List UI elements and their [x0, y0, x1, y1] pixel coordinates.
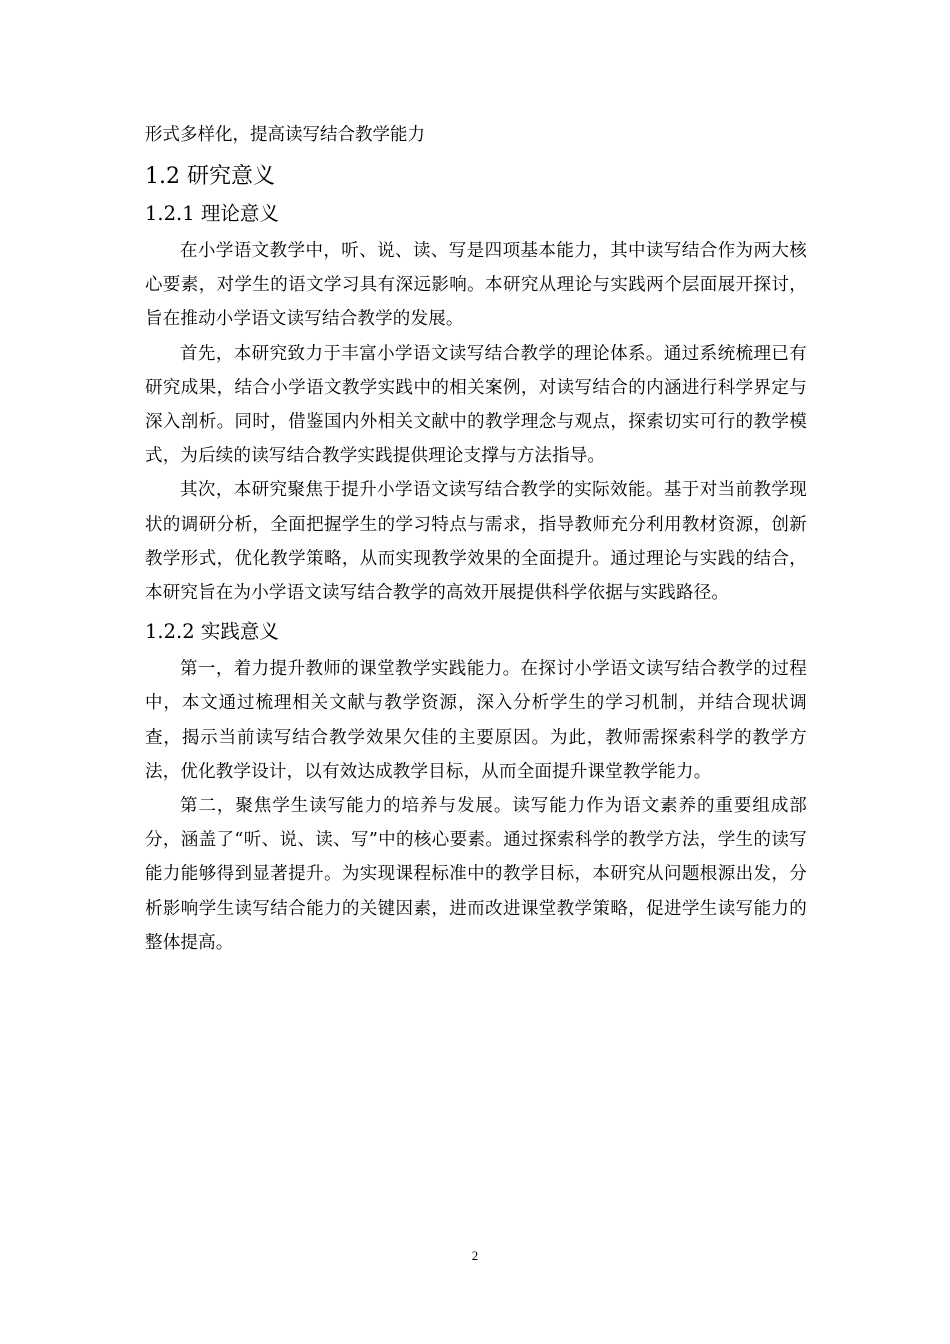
paragraph: 其次，本研究聚焦于提升小学语文读写结合教学的实际效能。基于对当前教学现状的调研分析，全面把握学生的学习特点与需求，指导教师充分利用教材资源，创新教学形式，优化教学策略，从而实现教学效果的全面提升。通过理论与实践的结合，本研究旨在为小学语文读写结合教学的高效开展提供科学依据与实践路径。 — [145, 480, 807, 604]
page-number: 2 — [471, 1248, 479, 1263]
section-heading-1-2: 1.2 研究意义 — [145, 164, 275, 189]
paragraph: 首先，本研究致力于丰富小学语文读写结合教学的理论体系。通过系统梳理已有研究成果，结合小学语文教学实践中的相关案例，对读写结合的内涵进行科学界定与深入剖析。同时，借鉴国内外相关文献中的教学理念与观点，探索切实可行的教学模式，为后续的读写结合教学实践提供理论支撑与方法指导。 — [145, 343, 807, 467]
continuation-line: 形式多样化，提高读写结合教学能力 — [145, 125, 425, 145]
subsection-heading-1-2-2: 1.2.2 实践意义 — [145, 620, 279, 644]
document-body — [145, 118, 807, 960]
paragraph: 在小学语文教学中，听、说、读、写是四项基本能力，其中读写结合作为两大核心要素，对学生的语文学习具有深远影响。本研究从理论与实践两个层面展开探讨，旨在推动小学语文读写结合教学的发展。 — [145, 241, 807, 330]
paragraph: 第一，着力提升教师的课堂教学实践能力。在探讨小学语文读写结合教学的过程中，本文通过梳理相关文献与教学资源，深入分析学生的学习机制，并结合现状调查，揭示当前读写结合教学效果欠佳的主要原因。为此，教师需探索科学的教学方法，优化教学设计，以有效达成教学目标，从而全面提升课堂教学能力。 — [145, 659, 807, 782]
subsection-heading-1-2-1: 1.2.1 理论意义 — [145, 202, 279, 225]
paragraph: 第二，聚焦学生读写能力的培养与发展。读写能力作为语文素养的重要组成部分，涵盖了“听、说、读、写”中的核心要素。通过探索科学的教学方法，学生的读写能力能够得到显著提升。为实现课程标准中的教学目标，本研究从问题根源出发，分析影响学生读写结合能力的关键因素，进而改进课堂教学策略，促进学生读写能力的整体提高。 — [145, 796, 807, 953]
